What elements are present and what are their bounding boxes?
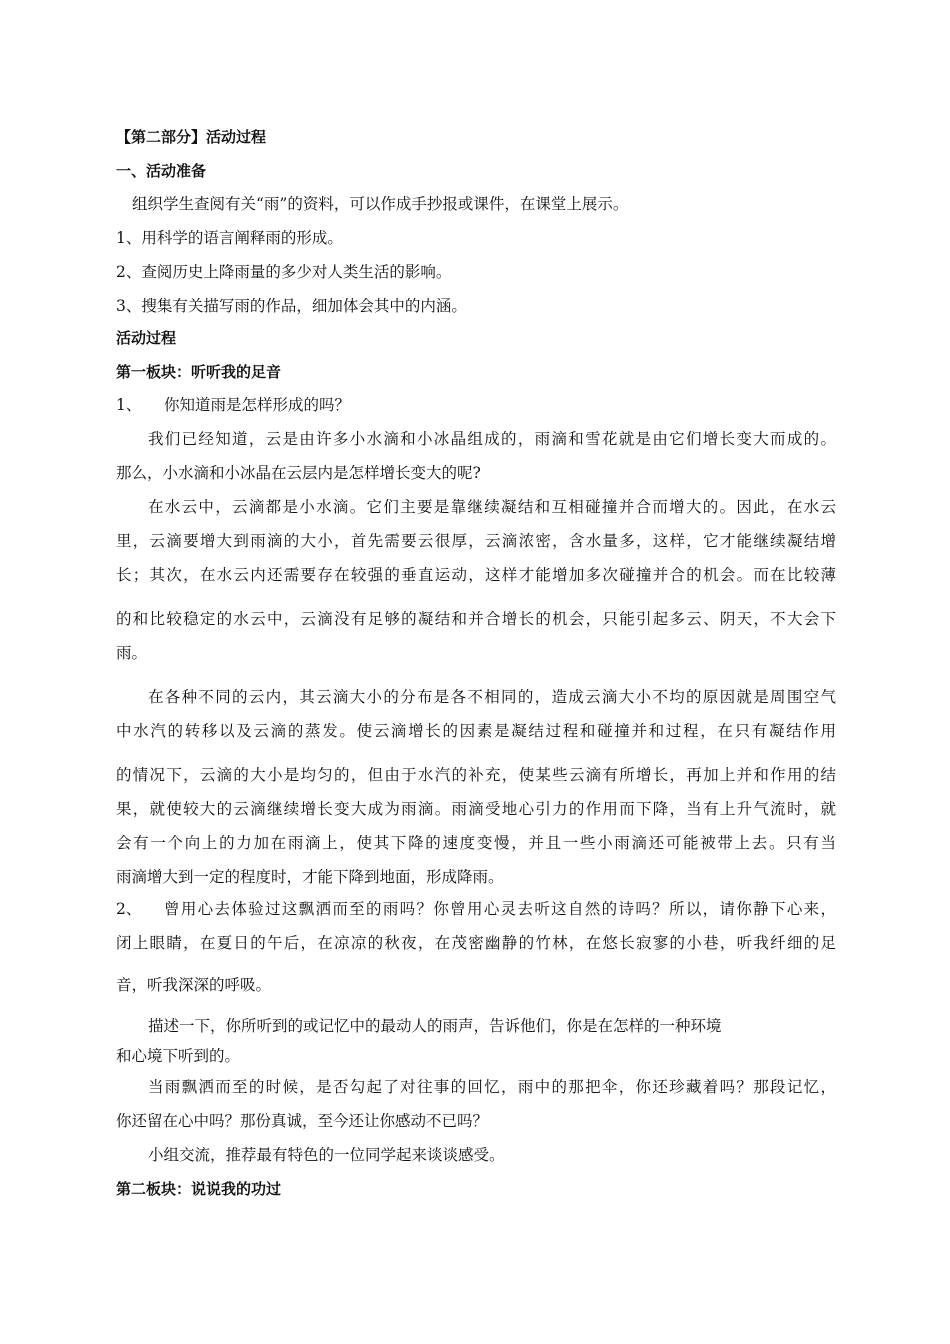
paragraph-line: 闭上眼睛，在夏日的午后，在凉凉的秋夜，在茂密幽静的竹林，在悠长寂寥的小巷，听我纤细的足 [116, 934, 836, 952]
paragraph-line: 和心境下听到的。 [116, 1047, 241, 1065]
part-title: 【第二部分】活动过程 [116, 128, 267, 146]
paragraph-line: 的情况下，云滴的大小是均匀的，但由于水汽的补充，使某些云滴有所增长，再加上并和作用的结 [116, 766, 836, 784]
paragraph-line: 曾用心去体验过这飘洒而至的雨吗？你曾用心灵去听这自然的诗吗？所以，请你静下心来， [164, 900, 836, 918]
paragraph-line: 的和比较稳定的水云中，云滴没有足够的凝结和并合增长的机会，只能引起多云、阴天，不大会下 [116, 610, 836, 628]
paragraph-line: 长；其次，在水云内还需要存在较强的垂直运动，这样才能增加多次碰撞并合的机会。而在比较薄 [116, 566, 836, 584]
paragraph-line: 那么，小水滴和小冰晶在云层内是怎样增长变大的呢? [116, 464, 481, 482]
paragraph-line: 小组交流，推荐最有特色的一位同学起来谈谈感受。 [148, 1146, 505, 1164]
section-heading-preparation: 一、活动准备 [116, 162, 207, 180]
preparation-item: 2、查阅历史上降雨量的多少对人类生活的影响。 [116, 263, 452, 281]
preparation-item: 1、用科学的语言阐释雨的形成。 [116, 229, 343, 247]
paragraph-line: 音，听我深深的呼吸。 [116, 976, 272, 994]
paragraph-line: 当雨飘洒而至的时候，是否勾起了对往事的回忆，雨中的那把伞，你还珍藏着吗？那段记忆， [148, 1078, 836, 1096]
question2-number: 2、 [116, 900, 142, 918]
block2-heading: 第二板块：说说我的功过 [116, 1180, 282, 1198]
paragraph-line: 中水汽的转移以及云滴的蒸发。使云滴增长的因素是凝结过程和碰撞并和过程，在只有凝结作用 [116, 722, 836, 740]
question1-number: 1、 [116, 396, 142, 414]
paragraph-line: 果，就使较大的云滴继续增长变大成为雨滴。雨滴受地心引力的作用而下降，当有上升气流时，就 [116, 800, 836, 818]
preparation-item: 3、搜集有关描写雨的作品，细加体会其中的内涵。 [116, 297, 467, 315]
paragraph-line: 我们已经知道，云是由许多小水滴和小冰晶组成的，雨滴和雪花就是由它们增长变大而成的。 [148, 430, 836, 448]
process-heading: 活动过程 [116, 329, 177, 347]
paragraph-line: 在水云中，云滴都是小水滴。它们主要是靠继续凝结和互相碰撞并合而增大的。因此，在水云 [148, 498, 836, 516]
preparation-intro: 组织学生查阅有关“雨”的资料，可以作成手抄报或课件，在课堂上展示。 [132, 195, 629, 213]
block1-heading: 第一板块：听听我的足音 [116, 363, 282, 381]
paragraph-line: 里，云滴要增大到雨滴的大小，首先需要云很厚，云滴浓密，含水量多，这样，它才能继续凝结增 [116, 532, 836, 550]
paragraph-line: 在各种不同的云内，其云滴大小的分布是各不相同的，造成云滴大小不均的原因就是周围空气 [148, 688, 836, 706]
paragraph-line: 雨。 [116, 644, 148, 662]
paragraph-line: 雨滴增大到一定的程度时，才能下降到地面，形成降雨。 [116, 868, 504, 886]
paragraph-line: 描述一下，你所听到的或记忆中的最动人的雨声，告诉他们，你是在怎样的一种环境 [148, 1017, 722, 1035]
question1-text: 你知道雨是怎样形成的吗？ [164, 396, 351, 414]
paragraph-line: 会有一个向上的力加在雨滴上，使其下降的速度变慢，并且一些小雨滴还可能被带上去。只有当 [116, 834, 836, 852]
paragraph-line: 你还留在心中吗？那份真诚，至今还让你感动不已吗？ [116, 1112, 489, 1130]
